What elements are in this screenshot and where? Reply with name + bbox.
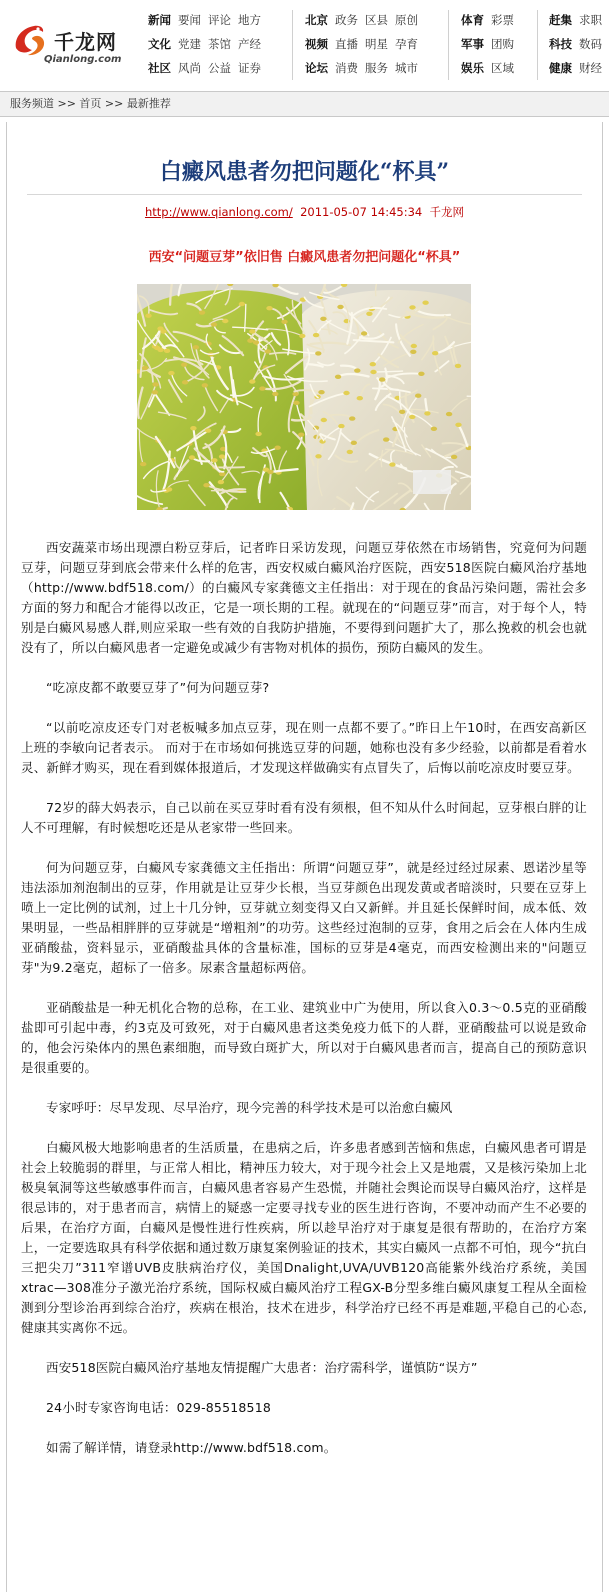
logo-brand-text: 千龙网 xyxy=(54,30,117,54)
nav-link[interactable]: 风尚 xyxy=(178,61,201,75)
nav-link[interactable]: 求职 xyxy=(579,13,602,27)
nav-divider xyxy=(292,10,293,80)
article-paragraph: 何为问题豆芽，白癜风专家龚德文主任指出：所谓“问题豆芽”，就是经过经过尿素、恩诺沙星等违法添加剂泡制出的豆芽，作用就是让豆芽少长根，当豆芽颜色出现发黄或者暗淡时，只要在豆芽上喷上一定比例的试剂，过上十几分钟，豆芽就立刻变得又白又新鲜。并且延长保鲜时间，成本低、效果明显，一些品相胖胖的豆芽就是“增粗剂”的功劳。这些经过泡制的豆芽，食用之后会在人体内生成亚硝酸盐，资料显示，亚硝酸盐具体的含量标准，国标的豆芽是4毫克，而西安检测出来的"问题豆芽"为9.2毫克，超标了一倍多。尿素含量超标两倍。 xyxy=(21,860,587,975)
article-meta xyxy=(7,204,602,220)
nav-divider xyxy=(537,10,538,80)
article-title: 白癜风患者勿把问题化“杯具” xyxy=(159,159,450,185)
nav-link[interactable]: 赶集 xyxy=(549,13,572,27)
source-url-link[interactable]: http://www.qianlong.com/ xyxy=(144,205,293,219)
nav-link[interactable]: 财经 xyxy=(579,61,602,75)
nav-link[interactable]: 科技 xyxy=(549,37,572,51)
nav-group-sports xyxy=(461,10,521,82)
article-paragraph: 白癜风极大地影响患者的生活质量，在患病之后，许多患者感到苦恼和焦虑，白癜风患者可谓是社会上较脆弱的群里，与正常人相比，精神压力较大，对于现今社会上又是地震，又是核污染加上北极臭氧洞等这些敏感事件而言，白癜风患者容易产生恐慌，并随社会舆论而误导白癜风治疗，这样是很忌讳的，对于患者而言，病情上的疑惑一定要寻找专业的医生进行咨询，不要冲动而产生不必要的后果，在治疗方面，白癜风是慢性进行性疾病，所以趁早治疗对于康复是很有帮助的，在治疗方案上，一定要选取具有科学依据和通过数万康复案例验证的技术，其实白癜风一点都不可怕，现今“抗白三把尖刀”311窄谱UVB皮肤病治疗仪，美国Dnalight,UVA/UVB120高能紫外线治疗系统，美国xtrac—308准分子激光治疗系统，国际权威白癜风治疗工程GX-B分型多维白癜风康复工程从全面检测到分型诊治再到综合治疗，疾病在根治，技术在进步，科学治疗已经不再是难题,平稳自己的心态,健康其实离你不远。 xyxy=(21,1140,587,1335)
nav-divider xyxy=(448,10,449,80)
nav-link[interactable]: 政务 xyxy=(335,13,358,27)
nav-link[interactable]: 消费 xyxy=(335,61,358,75)
nav-link[interactable]: 茶馆 xyxy=(208,37,231,51)
nav-link[interactable]: 北京 xyxy=(305,13,328,27)
nav-link[interactable]: 健康 xyxy=(549,61,572,75)
nav-link[interactable]: 文化 xyxy=(148,37,171,51)
nav-link[interactable]: 产经 xyxy=(238,37,261,51)
nav-link[interactable]: 原创 xyxy=(395,13,418,27)
article-paragraph: “吃凉皮都不敢要豆芽了”何为问题豆芽? xyxy=(46,680,270,695)
bean-sprouts-image xyxy=(137,284,471,510)
nav-link[interactable]: 孕育 xyxy=(395,37,418,51)
logo-domain-text: Qianlong.com xyxy=(44,54,122,65)
nav-group-beijing xyxy=(305,10,425,82)
breadcrumb[interactable]: 服务频道 >> 首页 >> 最新推荐 xyxy=(0,91,609,117)
nav-link[interactable]: 娱乐 xyxy=(461,61,484,75)
nav-link[interactable]: 地方 xyxy=(238,13,261,27)
nav-link[interactable]: 军事 xyxy=(461,37,484,51)
article-paragraph: 72岁的薛大妈表示，自己以前在买豆芽时看有没有须根，但不知从什么时间起，豆芽根白胖的让人不可理解，有时候想吃还是从老家带一些回来。 xyxy=(21,800,587,835)
source-name: 千龙网 xyxy=(429,205,465,219)
nav-group-news xyxy=(148,10,268,82)
nav-link[interactable]: 城市 xyxy=(395,61,418,75)
article-paragraph: 西安蔬菜市场出现漂白粉豆芽后，记者昨日采访发现，问题豆芽依然在市场销售，究竟何为问题豆芽，问题豆芽到底会带来什么样的危害，西安权威白癜风治疗医院，西安518医院白癜风治疗基地（http://www.bdf518.com/）的白癜风专家龚德文主任指出：对于现在的食品污染问题，需社会多方面的努力和配合才能得以改正，它是一项长期的工程。就现在的“问题豆芽”而言，对于每个人，特别是白癜风易感人群,则应采取一些有效的自我防护措施，不要得到问题扩大了，那么挽救的机会也就没有了，所以白癜风患者一定避免或减少有害物对机体的损伤，预防白癜风的发生。 xyxy=(21,540,587,655)
title-divider xyxy=(27,194,582,195)
nav-link[interactable]: 公益 xyxy=(208,61,231,75)
top-navigation xyxy=(0,0,609,90)
article-paragraph: 西安518医院白癜风治疗基地友情提醒广大患者：治疗需科学，谨慎防“误方” xyxy=(46,1360,478,1375)
nav-link[interactable]: 直播 xyxy=(335,37,358,51)
nav-link[interactable]: 体育 xyxy=(461,13,484,27)
nav-link[interactable]: 要闻 xyxy=(178,13,201,27)
nav-link[interactable]: 视频 xyxy=(305,37,328,51)
nav-group-market xyxy=(549,10,609,82)
article-paragraph: 专家呼吁：尽早发现、尽早治疗，现今完善的科学技术是可以治愈白癜风 xyxy=(46,1100,453,1115)
article-paragraph: “以前吃凉皮还专门对老板喊多加点豆芽，现在则一点都不要了。”昨日上午10时，在西安高新区上班的李敏向记者表示。 而对于在市场如何挑选豆芽的问题，她称也没有多少经验，以前都是看着水灵、新鲜才购买，现在看到媒体报道后，才发现这样做确实有点冒失了，后悔以前吃凉皮时要豆芽。 xyxy=(21,720,587,775)
article-container xyxy=(6,122,603,1592)
article-body xyxy=(21,538,587,1478)
nav-link[interactable]: 证券 xyxy=(238,61,261,75)
nav-link[interactable]: 数码 xyxy=(579,37,602,51)
nav-link[interactable]: 社区 xyxy=(148,61,171,75)
nav-link[interactable]: 服务 xyxy=(365,61,388,75)
article-subtitle: 西安“问题豆芽”依旧售 白癜风患者勿把问题化“杯具” xyxy=(148,250,461,265)
nav-link[interactable]: 区域 xyxy=(491,61,514,75)
nav-link[interactable]: 新闻 xyxy=(148,13,171,27)
publish-time: 2011-05-07 14:45:34 xyxy=(300,205,423,219)
nav-link[interactable]: 彩票 xyxy=(491,13,514,27)
nav-link[interactable]: 明星 xyxy=(365,37,388,51)
site-logo[interactable] xyxy=(10,14,140,72)
nav-link[interactable]: 区县 xyxy=(365,13,388,27)
article-paragraph: 24小时专家咨询电话：029-85518518 xyxy=(46,1400,271,1415)
nav-link[interactable]: 论坛 xyxy=(305,61,328,75)
nav-link[interactable]: 团购 xyxy=(491,37,514,51)
nav-link[interactable]: 评论 xyxy=(208,13,231,27)
nav-link[interactable]: 党建 xyxy=(178,37,201,51)
article-paragraph: 如需了解详情，请登录http://www.bdf518.com。 xyxy=(46,1440,337,1455)
article-paragraph: 亚硝酸盐是一种无机化合物的总称，在工业、建筑业中广为使用，所以食入0.3～0.5克的亚硝酸盐即可引起中毒，约3克及可致死，对于白癜风患者这类免疫力低下的人群，亚硝酸盐可以说是致命的，他会污染体内的黑色素细胞，而导致白斑扩大，所以对于白癜风患者而言，提高自己的预防意识是很重要的。 xyxy=(21,1000,587,1075)
article-photo xyxy=(137,284,471,510)
